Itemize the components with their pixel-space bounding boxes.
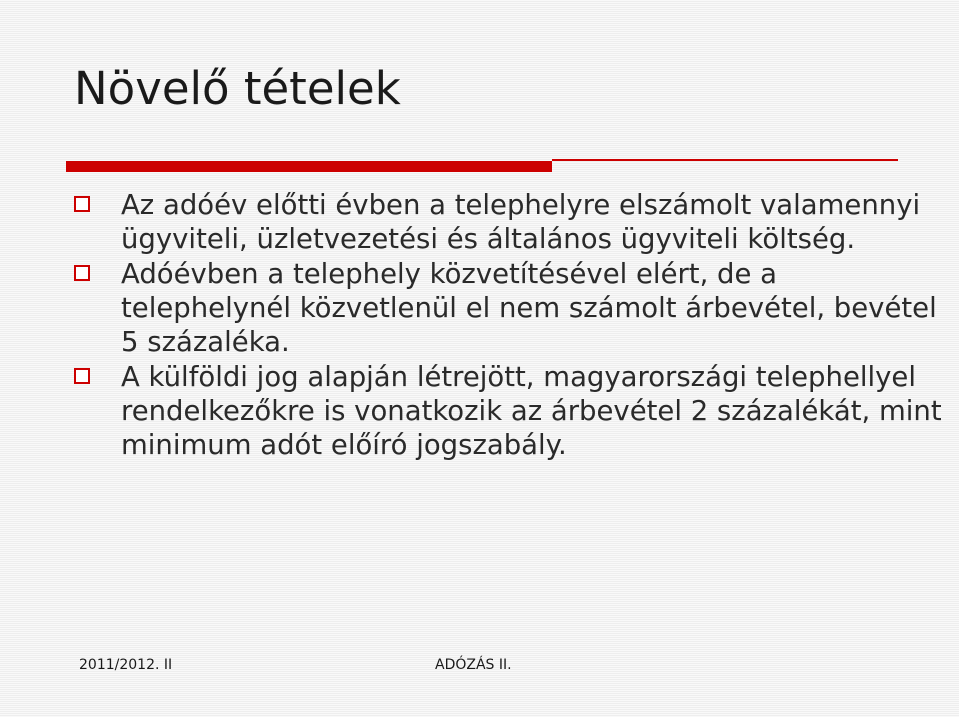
footer-course: ADÓZÁS II. bbox=[435, 657, 512, 673]
bullet-item bbox=[70, 257, 950, 359]
title-underline-bar bbox=[66, 161, 552, 172]
footer-date: 2011/2012. II bbox=[79, 657, 173, 673]
bullet-item bbox=[70, 360, 950, 462]
slide-title: Növelő tételek bbox=[74, 62, 401, 115]
bullet-text: A külföldi jog alapján létrejött, magyarországi telephellyel rendelkezőkre is vonatkozik az árbevétel 2 százalékát, mint minimum adót előíró jogszabály. bbox=[121, 361, 942, 461]
bullet-text: Az adóév előtti évben a telephelyre elszámolt valamennyi ügyviteli, üzletvezetési és általános ügyviteli költség. bbox=[121, 189, 921, 255]
title-underline-line bbox=[552, 159, 898, 161]
bullet-list bbox=[70, 188, 950, 463]
bullet-item bbox=[70, 188, 950, 256]
hollow-square-icon bbox=[74, 196, 90, 212]
hollow-square-icon bbox=[74, 265, 90, 281]
bullet-text: Adóévben a telephely közvetítésével elért, de a telephelynél közvetlenül el nem számolt árbevétel, bevétel 5 százaléka. bbox=[121, 258, 937, 358]
hollow-square-icon bbox=[74, 368, 90, 384]
